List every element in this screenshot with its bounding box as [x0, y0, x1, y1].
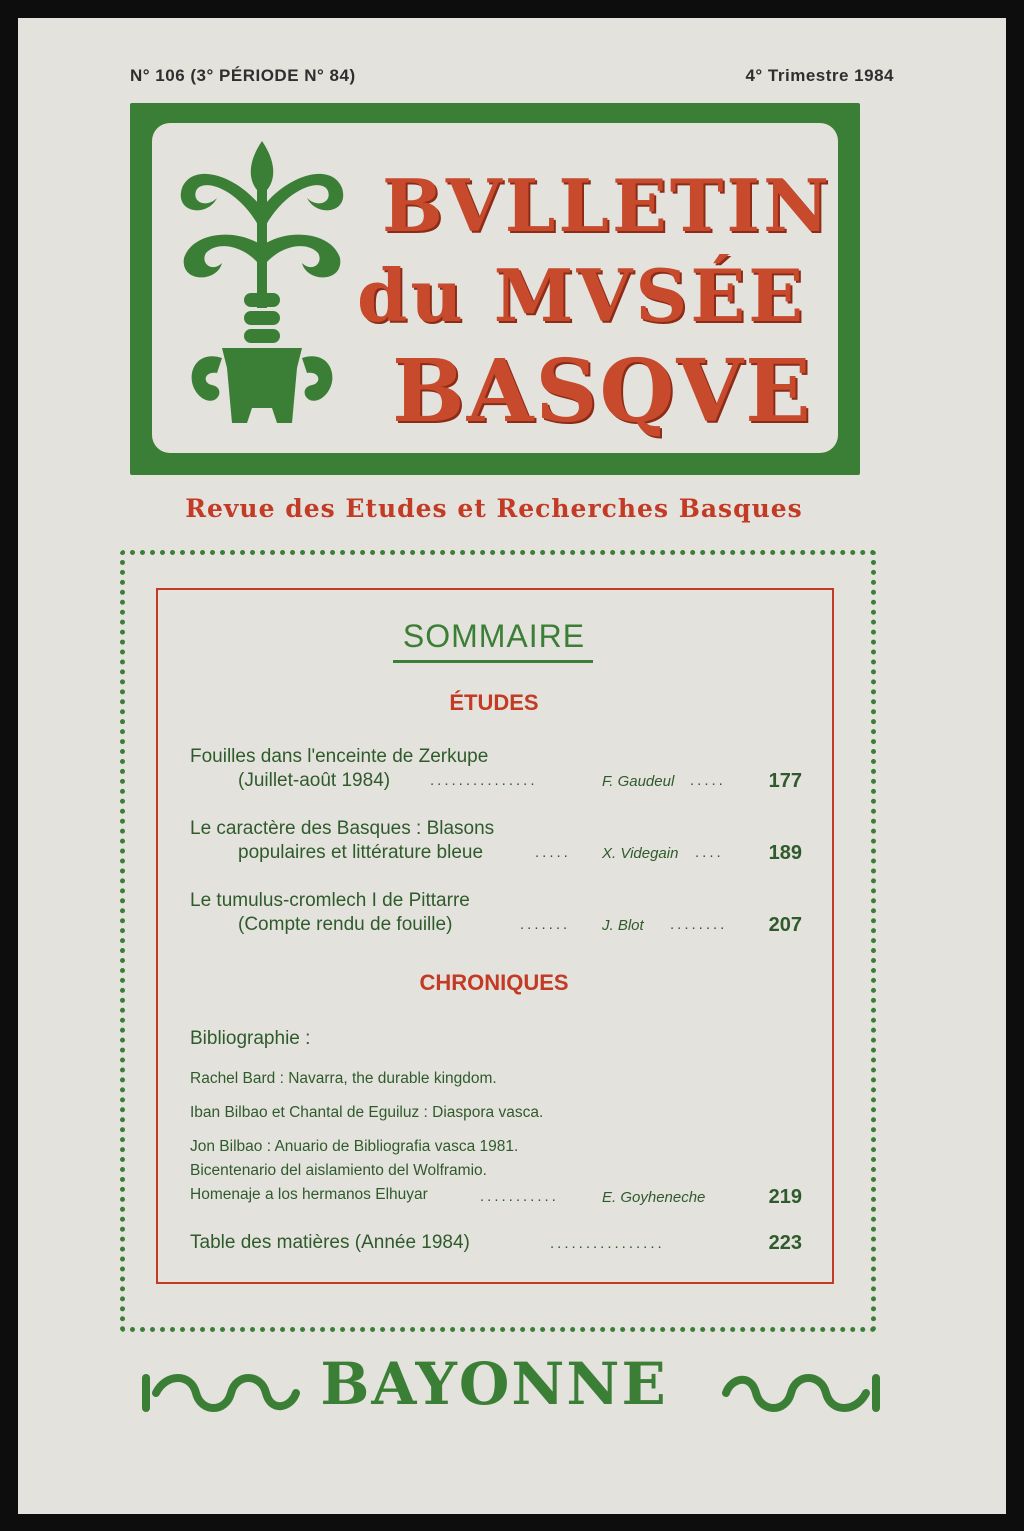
vase-plant-icon — [162, 133, 362, 453]
toc-entry-author: E. Goyheneche — [602, 1189, 706, 1206]
table-label: Table des matières (Année 1984) — [190, 1232, 470, 1253]
toc-entry-title: Le caractère des Basques : Blasons — [190, 818, 495, 839]
masthead-frame — [130, 103, 860, 475]
toc-entry-title: Le tumulus-cromlech I de Pittarre — [190, 890, 470, 911]
toc-entry-subtitle: (Compte rendu de fouille) — [238, 914, 453, 935]
leader-dots: ........... — [480, 1188, 559, 1205]
sommaire-underline — [393, 660, 593, 663]
footer-city: BAYONNE — [320, 1350, 668, 1418]
etudes-heading: ÉTUDES — [449, 690, 539, 715]
toc-entry — [190, 818, 802, 866]
table-des-matieres — [190, 1232, 802, 1254]
toc-entry — [190, 746, 802, 794]
bibliographie-line: Homenaje a los hermanos Elhuyar — [190, 1186, 428, 1203]
sommaire-title: SOMMAIRE — [402, 618, 586, 654]
leader-dots: ....... — [520, 916, 571, 933]
bibliographie-line: Rachel Bard : Navarra, the durable kingdom. — [190, 1070, 497, 1087]
bibliographie-heading: Bibliographie : — [190, 1028, 311, 1049]
leader-dots: ..... — [535, 844, 571, 861]
bibliographie-line: Iban Bilbao et Chantal de Eguiluz : Diaspora vasca. — [190, 1104, 544, 1121]
issue-number: N° 106 (3° PÉRIODE N° 84) — [130, 66, 356, 85]
toc-entry — [190, 890, 802, 938]
toc-entry-subtitle: populaires et littérature bleue — [238, 842, 484, 863]
toc-entry-page: 219 — [768, 1186, 802, 1208]
subtitle: Revue des Etudes et Recherches Basques — [185, 494, 803, 523]
masthead-title-line3: BASQVE — [392, 341, 813, 442]
toc-entry-page: 189 — [768, 842, 802, 864]
masthead-title-line1: BVLLETIN — [382, 163, 832, 248]
leader-dots: ............... — [430, 772, 538, 789]
bibliographie-line: Jon Bilbao : Anuario de Bibliografia vasca 1981. — [190, 1138, 519, 1155]
scroll-ornament-right-icon — [716, 1368, 886, 1418]
toc-entry-page: 177 — [768, 770, 802, 792]
toc-entry-author: F. Gaudeul — [602, 773, 675, 790]
bibliographie-line: Bicentenario del aislamiento del Wolframio. — [190, 1162, 487, 1179]
toc-entry-subtitle: (Juillet-août 1984) — [238, 770, 391, 791]
toc-entry-author: X. Videgain — [602, 845, 679, 862]
masthead-panel — [152, 123, 838, 453]
leader-dots: .... — [695, 844, 724, 861]
toc-entry-title: Fouilles dans l'enceinte de Zerkupe — [190, 746, 489, 767]
leader-dots: ..... — [690, 772, 726, 789]
toc-entry-page: 207 — [768, 914, 802, 936]
leader-dots: ................ — [550, 1235, 665, 1252]
leader-dots: ........ — [670, 916, 728, 933]
issue-quarter: 4° Trimestre 1984 — [745, 66, 894, 85]
toc-entry — [190, 1186, 802, 1210]
masthead-title-line2: du MVSÉE — [357, 253, 807, 338]
table-page: 223 — [768, 1232, 802, 1254]
chroniques-heading: CHRONIQUES — [419, 970, 569, 995]
toc-entry-author: J. Blot — [602, 917, 644, 934]
